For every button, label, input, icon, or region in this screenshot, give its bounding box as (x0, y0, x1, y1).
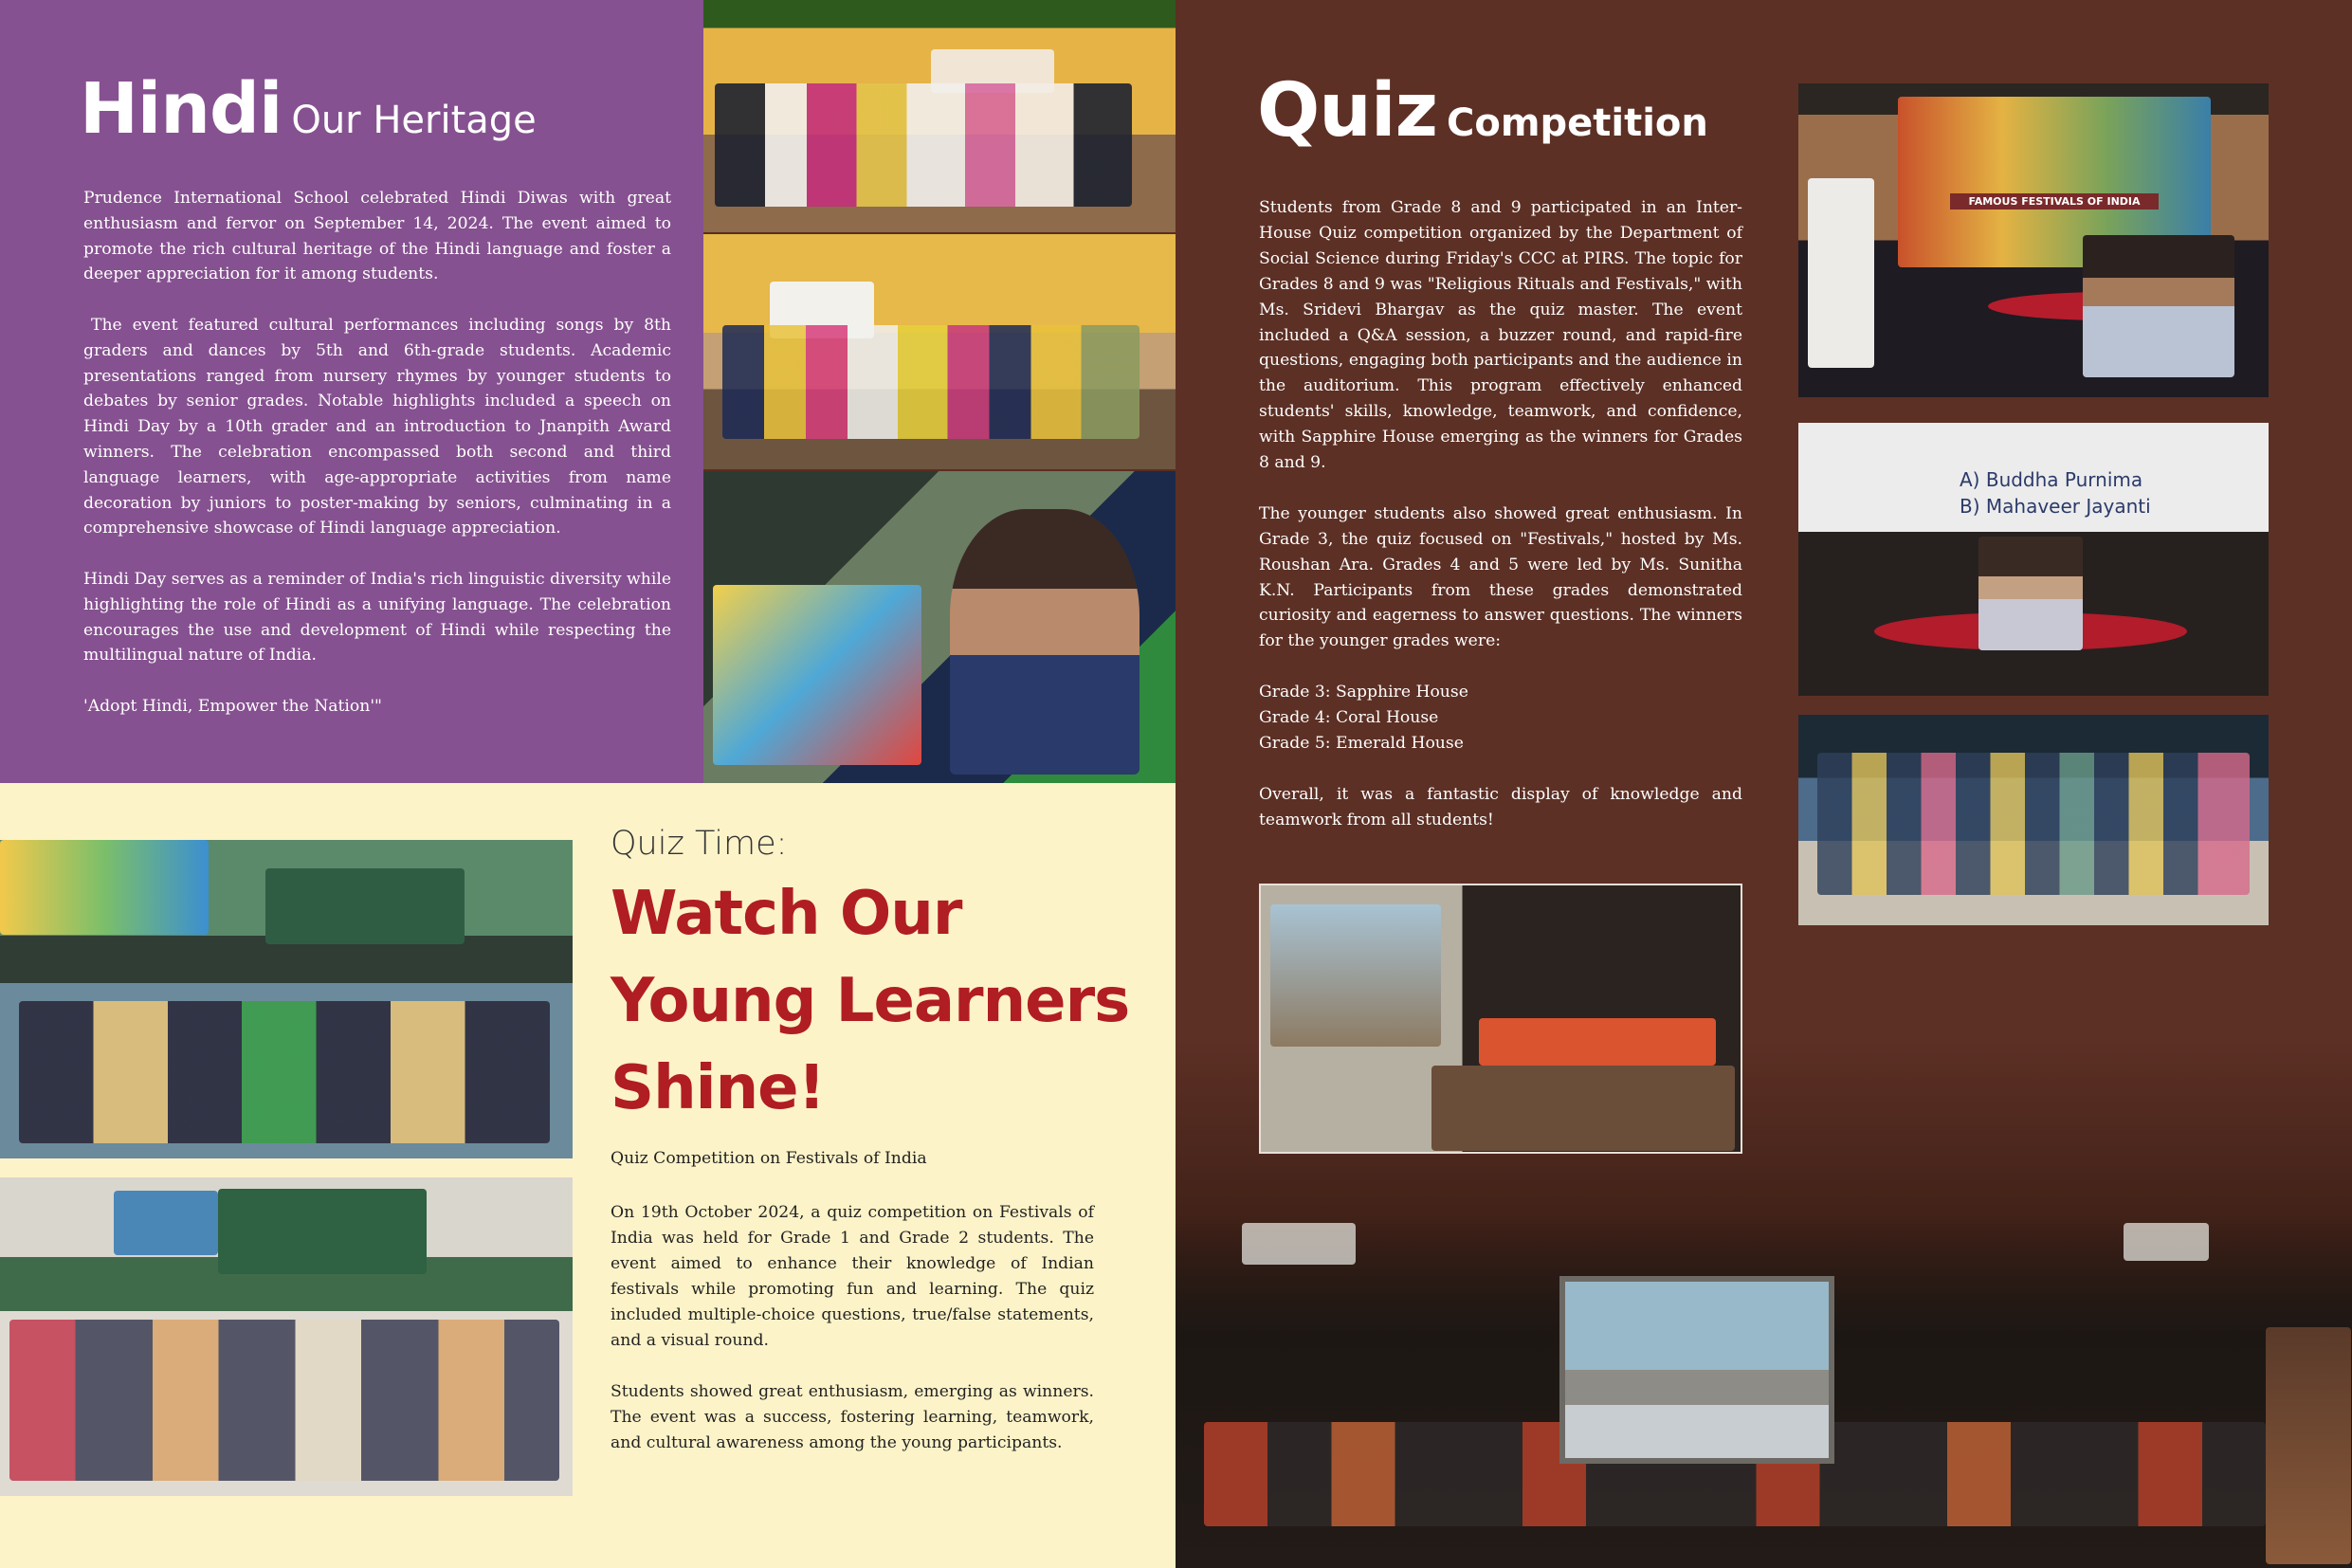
hindi-heading (80, 68, 537, 150)
winner-grade-3: Grade 3: Sapphire House (1259, 683, 1468, 702)
hindi-poster-photo (703, 471, 1176, 783)
hindi-slogan: 'Adopt Hindi, Empower the Nation'" (83, 696, 382, 716)
hindi-title-rest: Our Heritage (291, 99, 537, 142)
winner-grade-4: Grade 4: Coral House (1259, 708, 1439, 728)
quiz-title-bold: Quiz (1257, 68, 1437, 154)
watch-article (611, 1200, 1094, 1482)
watch-title (611, 870, 1179, 1132)
hindi-paragraph-1: Prudence International School celebrated Hindi Diwas with great enthusiasm and fervor on September 14, 2024. The event aimed to promote the rich cultural heritage of the Hindi language and foster a deeper appreciation for it among students. (83, 189, 671, 284)
slide-option-a: A) Buddha Purnima (1960, 468, 2143, 491)
quiz-paragraph-2: The younger students also showed great enthusiasm. In Grade 3, the quiz focused on "Festivals," hosted by Ms. Roushan Ara. Grades 4 and 5 were led by Ms. Sunitha K.N. Participants from these grades demonstrated curiosity and eagerness to answer questions. The winners for the younger grades were: (1259, 503, 1742, 651)
watch-subtitle: Quiz Competition on Festivals of India (611, 1149, 927, 1168)
winner-grade-5: Grade 5: Emerald House (1259, 734, 1464, 753)
quiz-stage-photo (1259, 884, 1742, 1154)
watch-paragraph-1: On 19th October 2024, a quiz competition on Festivals of India was held for Grade 1 and Grade 2 students. The event aimed to enhance their knowledge of Indian festivals while promoting fun and learning. The quiz included multiple-choice questions, true/false statements, and a visual round. (611, 1203, 1094, 1350)
hindi-group-photo (703, 0, 1176, 232)
quiz-buzzer-round-photo (1798, 423, 2269, 696)
quiz-festival-slide-photo (1798, 83, 2269, 397)
watch-title-line-2: Young Learners (611, 966, 1130, 1036)
hindi-article (83, 186, 671, 745)
auditorium-projection-screen (1559, 1276, 1834, 1464)
hindi-dance-photo (703, 234, 1176, 469)
slide-option-b: B) Mahaveer Jayanti (1960, 495, 2151, 518)
quiz-group-photo (1798, 715, 2269, 925)
hindi-paragraph-3: Hindi Day serves as a reminder of India's rich linguistic diversity while highlighting the role of Hindi as a unifying language. The celebration encourages the use and development of Hindi while respecting the multilingual nature of India. (83, 569, 671, 665)
watch-title-line-1: Watch Our (611, 879, 962, 949)
watch-title-line-3: Shine! (611, 1053, 825, 1123)
quiz-paragraph-1: Students from Grade 8 and 9 participated in an Inter-House Quiz competition organized by the Department of Social Science during Friday's CCC at PIRS. The topic for Grades 8 and 9 was "Religious Rituals and Festivals," with Ms. Sridevi Bhargav as the quiz master. The event included a Q&A session, a buzzer round, and rapid-fire questions, engaging both participants and the audience in the auditorium. This program effectively enhanced students' skills, knowledge, teamwork, and confidence, with Sapphire House emerging as the winners for Grades 8 and 9. (1259, 198, 1742, 473)
festival-slide-title: FAMOUS FESTIVALS OF INDIA (1950, 193, 2159, 210)
quiz-title-rest: Competition (1446, 101, 1708, 145)
hindi-title-bold: Hindi (80, 68, 283, 150)
classroom-photo-top (0, 840, 573, 1158)
quiz-closing: Overall, it was a fantastic display of knowledge and teamwork from all students! (1259, 784, 1742, 830)
watch-kicker: Quiz Time: (611, 825, 788, 863)
quiz-winners-list (1259, 680, 1742, 757)
quiz-heading (1257, 68, 1708, 154)
hindi-paragraph-2: The event featured cultural performances including songs by 8th graders and dances by 5th and 6th-grade students. Academic presentations ranged from nursery rhymes by younger students to debates by senior grades. Notable highlights included a speech on Hindi Day by a 10th grader and an introduction to Jnanpith Award winners. The celebration encompassed both second and third language learners, with age-appropriate activities from name decoration by juniors to poster-making by seniors, culminating in a comprehensive showcase of Hindi language appreciation. (83, 315, 671, 538)
watch-paragraph-2: Students showed great enthusiasm, emerging as winners. The event was a success, fostering learning, teamwork, and cultural awareness among the young participants. (611, 1382, 1094, 1452)
quiz-article (1259, 195, 1742, 859)
classroom-photo-bottom (0, 1177, 573, 1496)
